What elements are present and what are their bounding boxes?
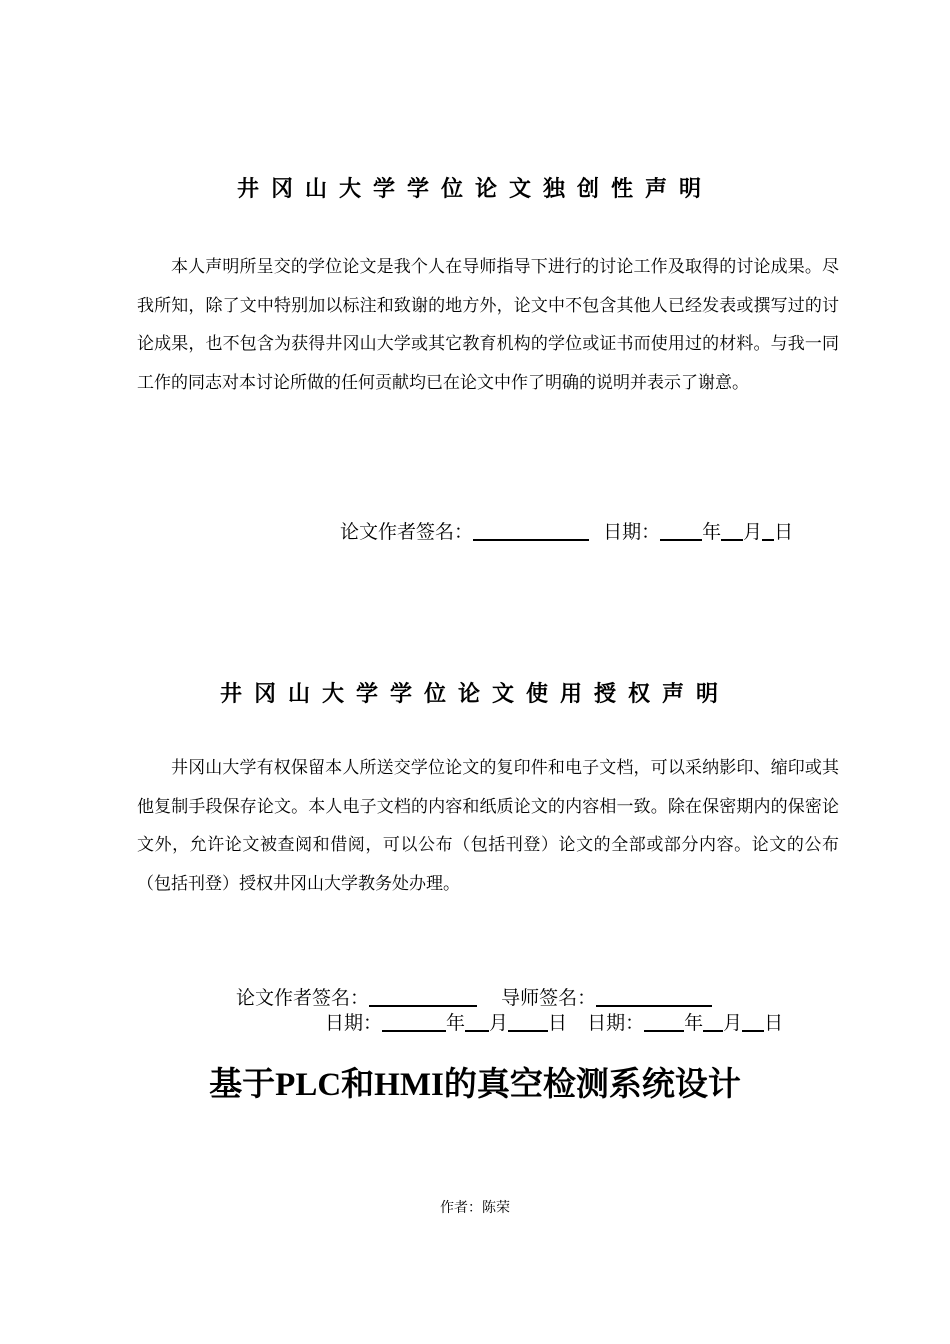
date-label: 日期： <box>603 521 661 543</box>
thesis-author <box>0 1197 950 1217</box>
authorization-body: 井冈山大学有权保留本人所送交学位论文的复印件和电子文档，可以采纳影印、缩印或其他复制手段保存论文。本人电子文档的内容和纸质论文的内容相一致。除在保密期内的保密论文外，允许论文被查阅和借阅，可以公布（包括刊登）论文的全部或部分内容。论文的公布（包括刊登）授权井冈山大学教务处办理。 <box>137 758 839 894</box>
author-label: 作者： <box>440 1200 482 1216</box>
day-blank <box>762 519 774 541</box>
thesis-title: 基于PLC和HMI的真空检测系统设计 <box>209 1067 741 1103</box>
author-date-label: 日期： <box>325 1012 383 1034</box>
advisor-year-blank <box>644 1010 684 1032</box>
advisor-date-label: 日期： <box>587 1012 645 1034</box>
month-blank <box>721 519 743 541</box>
author-day-blank <box>508 1010 548 1032</box>
author-month-blank <box>465 1010 489 1032</box>
year-blank <box>660 519 702 541</box>
advisor-signature-label: 导师签名： <box>501 987 597 1009</box>
year-label: 年 <box>684 1012 704 1034</box>
year-label: 年 <box>446 1012 466 1034</box>
month-label: 月 <box>723 1012 743 1034</box>
advisor-day-blank <box>742 1010 764 1032</box>
author-signature-label: 论文作者签名： <box>236 987 370 1009</box>
month-label: 月 <box>743 521 763 543</box>
author-name: 陈荣 <box>482 1200 510 1216</box>
author-signature-blank <box>369 985 477 1007</box>
day-label: 日 <box>774 521 794 543</box>
originality-body: 本人声明所呈交的学位论文是我个人在导师指导下进行的讨论工作及取得的讨论成果。尽我所知，除了文中特别加以标注和致谢的地方外，论文中不包含其他人已经发表或撰写过的讨论成果，也不包含为获得井冈山大学或其它教育机构的学位或证书而使用过的材料。与我一同工作的同志对本讨论所做的任何贡献均已在论文中作了明确的说明并表示了谢意。 <box>137 257 839 393</box>
authorization-signature-line <box>236 983 712 1010</box>
year-label: 年 <box>702 521 722 543</box>
advisor-month-blank <box>703 1010 723 1032</box>
author-signature-blank <box>473 519 589 541</box>
author-signature-label: 论文作者签名： <box>340 521 474 543</box>
originality-title: 井冈山大学学位论文独创性声明 <box>236 177 713 202</box>
authorization-title: 井冈山大学学位论文使用授权声明 <box>219 682 730 707</box>
author-year-blank <box>382 1010 446 1032</box>
day-label: 日 <box>548 1012 568 1034</box>
advisor-signature-blank <box>596 985 712 1007</box>
month-label: 月 <box>489 1012 509 1034</box>
originality-signature-line <box>340 517 793 544</box>
day-label: 日 <box>764 1012 784 1034</box>
authorization-date-line <box>325 1008 783 1035</box>
